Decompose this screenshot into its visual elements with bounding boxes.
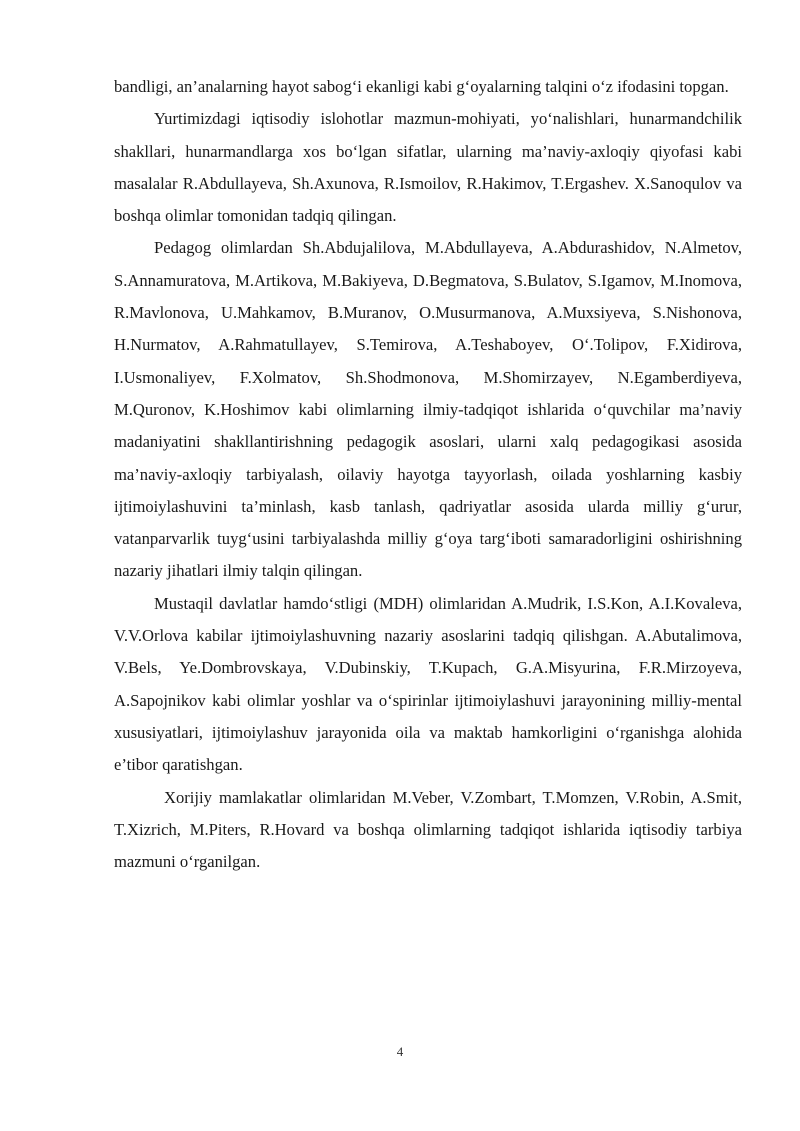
document-body [114,71,742,878]
paragraph-economic-reforms: Yurtimizdagi iqtisodiy islohotlar mazmun-mohiyati, yo‘nalishlari, hunarmandchilik shakllari, hunarmandlarga xos bo‘lgan sifatlar, ularning ma’naviy-axloqiy qiyofasi kabi masalalar R.Abdullayeva, Sh.Axunova, R.Ismoilov, R.Hakimov, T.Ergashev. X.Sanoqulov va boshqa olimlar tomonidan tadqiq qilingan. [114,109,742,226]
paragraph-continuation: bandligi, an’analarning hayot sabog‘i ekanligi kabi g‘oyalarning talqini o‘z ifodasini topgan. [114,77,729,96]
paragraph-cis-scholars: Mustaqil davlatlar hamdo‘stligi (MDH) olimlaridan A.Mudrik, I.S.Kon, A.I.Kovaleva, V.V.Orlova kabilar ijtimoiylashuvning nazariy asoslarini tadqiq qilishgan. A.Abutalimova, V.Bels, Ye.Dombrovskaya, V.Dubinskiy, T.Kupach, G.A.Misyurina, F.R.Mirzoyeva, A.Sapojnikov kabi olimlar yoshlar va o‘spirinlar ijtimoiylashuvi jarayonining milliy-mental xususiyatlari, ijtimoiylashuv jarayonida oila va maktab hamkorligini o‘rganishga alohida e’tibor qaratishgan. [114,593,742,775]
page-number: 4 [396,1044,404,1059]
paragraph-foreign-scholars: Xorijiy mamlakatlar olimlaridan M.Veber, V.Zombart, T.Momzen, V.Robin, A.Smit, T.Xizrich, M.Piters, R.Hovard va boshqa olimlarning tadqiqot ishlarida iqtisodiy tarbiya mazmuni o‘rganilgan. [114,787,742,872]
paragraph-pedagogue-scholars: Pedagog olimlardan Sh.Abdujalilova, M.Abdullayeva, A.Abdurashidov, N.Almetov, S.Annamuratova, M.Artikova, M.Bakiyeva, D.Begmatova, S.Bulatov, S.Igamov, M.Inomova, R.Mavlonova, U.Mahkamov, B.Muranov, O.Musurmanova, A.Muxsiyeva, S.Nishonova, H.Nurmatov, A.Rahmatullayev, S.Temirova, A.Teshaboyev, O‘.Tolipov, F.Xidirova, I.Usmonaliyev, F.Xolmatov, Sh.Shodmonova, M.Shomirzayev, N.Egamberdiyeva, M.Quronov, K.Hoshimov kabi olimlarning ilmiy-tadqiqot ishlarida o‘quvchilar ma’naviy madaniyatini shakllantirishning pedagogik asoslari, ularni xalq pedagogikasi asosida ma’naviy-axloqiy tarbiyalash, oilaviy hayotga tayyorlash, oilada yoshlarning kasbiy ijtimoiylashuvini ta’minlash, kasb tanlash, qadriyatlar asosida ularda milliy g‘urur, vatanparvarlik tuyg‘usini tarbiyalashda milliy g‘oya targ‘iboti samaradorligini oshirishning nazariy jihatlari ilmiy talqin qilingan. [114,238,742,581]
